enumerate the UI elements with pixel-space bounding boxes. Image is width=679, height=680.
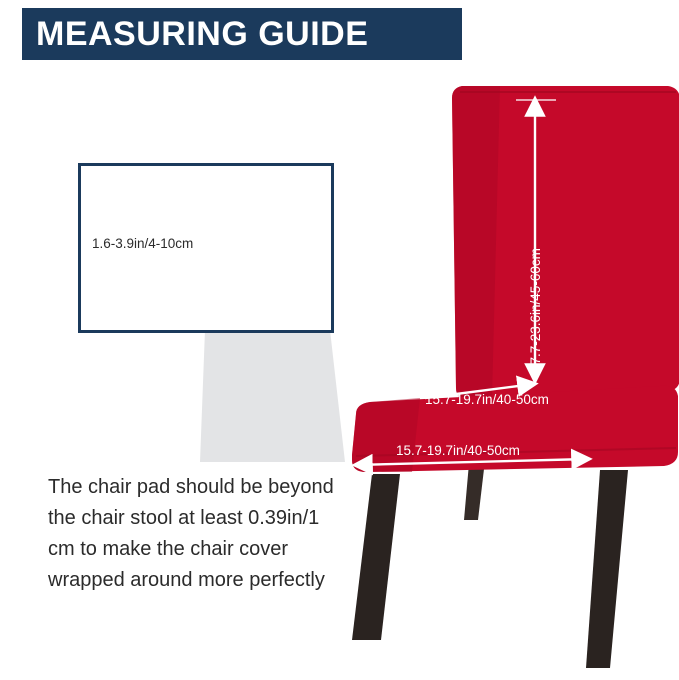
chair-seat-shading [352,398,420,472]
seat-width-label: 15.7-19.7in/40-50cm [396,443,520,458]
callout-connector [200,330,345,462]
inset-dimension-label: 1.6-3.9in/4-10cm [92,236,194,251]
caption-text: The chair pad should be beyond the chair stool at least 0.39in/1 cm to make the chair cover wrapped around more perfectly [48,476,334,591]
chair-leg-front-left [352,474,400,640]
chair-back-shading [452,86,500,400]
chair-leg-back-right [586,470,628,668]
seat-depth-label: 15.7-19.7in/40-50cm [425,392,549,407]
back-height-label: 17.7-23.6in/45-60cm [528,248,543,372]
header-banner [22,8,462,60]
page-title: MEASURING GUIDE [36,14,369,53]
